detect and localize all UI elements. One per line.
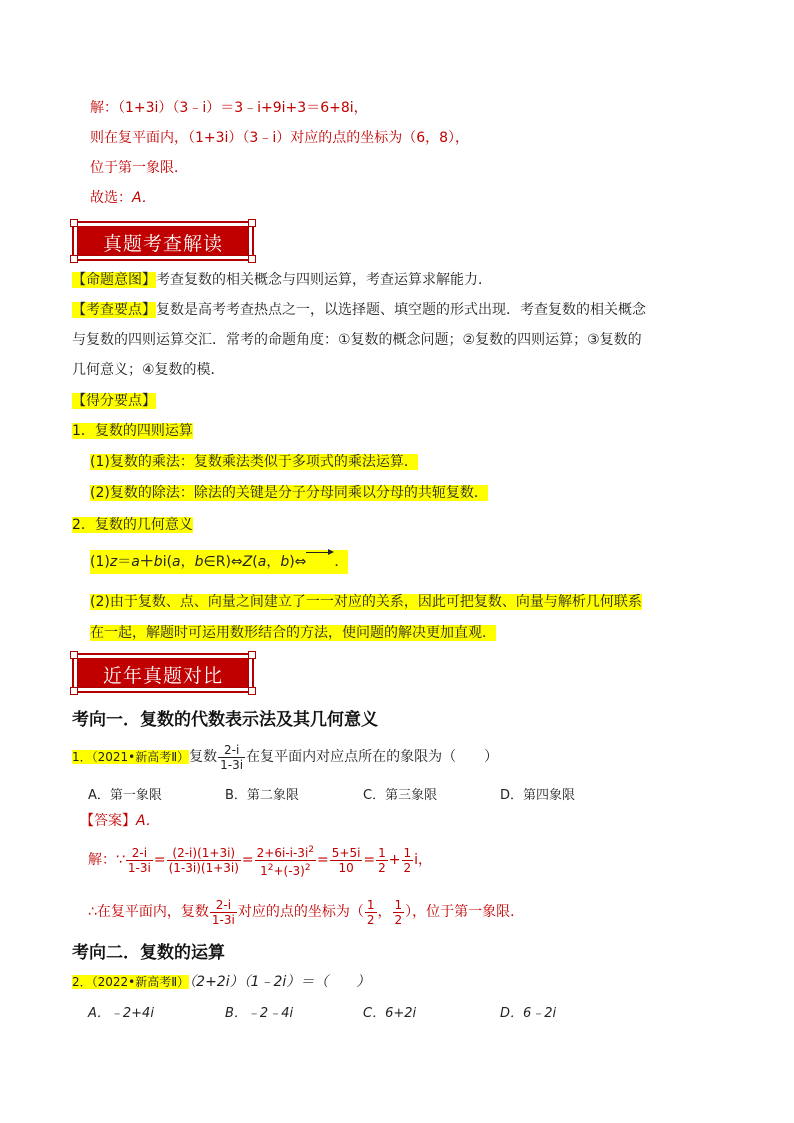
question-1-stem-suffix: 在复平面内对应点所在的象限为（ ） [246,749,499,765]
solution-line-2: 则在复平面内，（1+3i）（3﹣i）对应的点的坐标为（6，8）， [90,130,470,146]
score-item-2b-line-1 [90,592,642,612]
question-1-option-d[interactable]: D．第四象限 [500,788,576,803]
question-1-source: 1．（2021•新高考Ⅱ） [72,750,190,764]
question-2 [72,972,370,992]
keypoints-text-1: 复数是高考考查热点之一，以选择题、填空题的形式出现．考查复数的相关概念 [156,302,646,318]
direction-1-heading: 考向一．复数的代数表示法及其几何意义 [72,710,378,730]
score-item-2b-line-2 [90,623,496,643]
answer-prefix: 故选： [90,190,132,206]
score-item-1-text: 1．复数的四则运算 [72,423,193,439]
section-banner-exam-analysis [72,221,254,261]
answer-tag: 【答案】 [80,813,136,829]
question-1-option-b[interactable]: B．第二象限 [225,788,299,803]
question-1-conclusion: ∴在复平面内，复数 $\frac{2-i}{1-3i}$ 对应的点的坐标为（ $\frac{1}{2}$ ， $\frac{1}{2}$ ），位于第一象限． [88,897,525,927]
question-1-option-a[interactable]: A．第一象限 [88,788,162,803]
question-2-option-c[interactable]: C．6+2i [363,1006,417,1021]
vector-arrow-icon [306,548,334,562]
intent-line [72,270,492,290]
question-1-stem-prefix: 复数 [189,749,218,765]
keypoints-tag: 【考查要点】 [72,302,156,318]
question-2-option-a[interactable]: A．﹣2+4i [88,1006,154,1021]
question-2-option-b[interactable]: B．﹣2﹣4i [225,1006,294,1021]
direction-2-heading: 考向二．复数的运算 [72,943,225,963]
score-item-1b [90,483,488,503]
score-item-1a [90,452,418,472]
solution-line-4 [90,188,156,208]
score-tag: 【得分要点】 [72,393,156,409]
intent-text: 考查复数的相关概念与四则运算，考查运算求解能力． [156,272,492,288]
keypoints-line-1 [72,300,646,320]
score-item-1a-text: (1)复数的乘法：复数乘法类似于多项式的乘法运算． [90,454,418,470]
score-item-2b-text-2: 在一起，解题时可运用数形结合的方法，使问题的解决更加直观． [90,625,496,641]
score-item-1 [72,421,193,441]
question-2-option-d[interactable]: D．6﹣2i [500,1006,557,1021]
banner-title: 近年真题对比 [102,665,223,687]
banner-title: 真题考查解读 [102,233,223,255]
answer-choice: A． [136,813,160,829]
section-banner-year-comparison [72,653,254,693]
answer-choice: A． [132,190,156,206]
question-2-stem: （2+2i）（1﹣2i）＝（ ） [189,974,371,990]
solution-line-3: 位于第一象限． [90,160,188,176]
question-1-fraction: $\frac{2-i}{1-3i}$ [220,742,244,772]
question-2-source: 2．（2022•新高考Ⅱ） [72,975,190,989]
question-1-solution: 解：∵ $\frac{2-i}{1-3i}$ = $\frac{(2-i)(1+3i)}{(1-3i)(1+3i)}$ = $\frac{2+6i-i-3i^2}{1^2+(-3)^2}$ = $\frac{5+5i}{10}$ = $\frac{1}{2}$ + $\frac{1}{2}$ i， [88,844,433,878]
keypoints-line-3: 几何意义；④复数的模． [72,362,225,378]
score-item-2 [72,515,193,535]
score-item-1b-text: (2)复数的除法：除法的关键是分子分母同乘以分母的共轭复数． [90,485,488,501]
score-item-2-text: 2．复数的几何意义 [72,517,193,533]
score-item-2a-text: (1)z＝a＋bi(a，b∈R)⇔Z(a，b)⇔ ． [90,550,348,574]
keypoints-line-2: 与复数的四则运算交汇．常考的命题角度：①复数的概念问题；②复数的四则运算；③复数的 [72,332,642,348]
question-1-option-c[interactable]: C．第三象限 [363,788,438,803]
score-item-2a [90,548,348,576]
intent-tag: 【命题意图】 [72,272,156,288]
question-1 [72,742,498,772]
solution-line-1: 解：（1+3i）（3﹣i）＝3﹣i+9i+3＝6+8i， [90,100,368,116]
question-1-answer [80,811,160,831]
score-tag-line [72,391,156,411]
score-item-2b-text-1: (2)由于复数、点、向量之间建立了一一对应的关系，因此可把复数、向量与解析几何联系 [90,594,642,610]
